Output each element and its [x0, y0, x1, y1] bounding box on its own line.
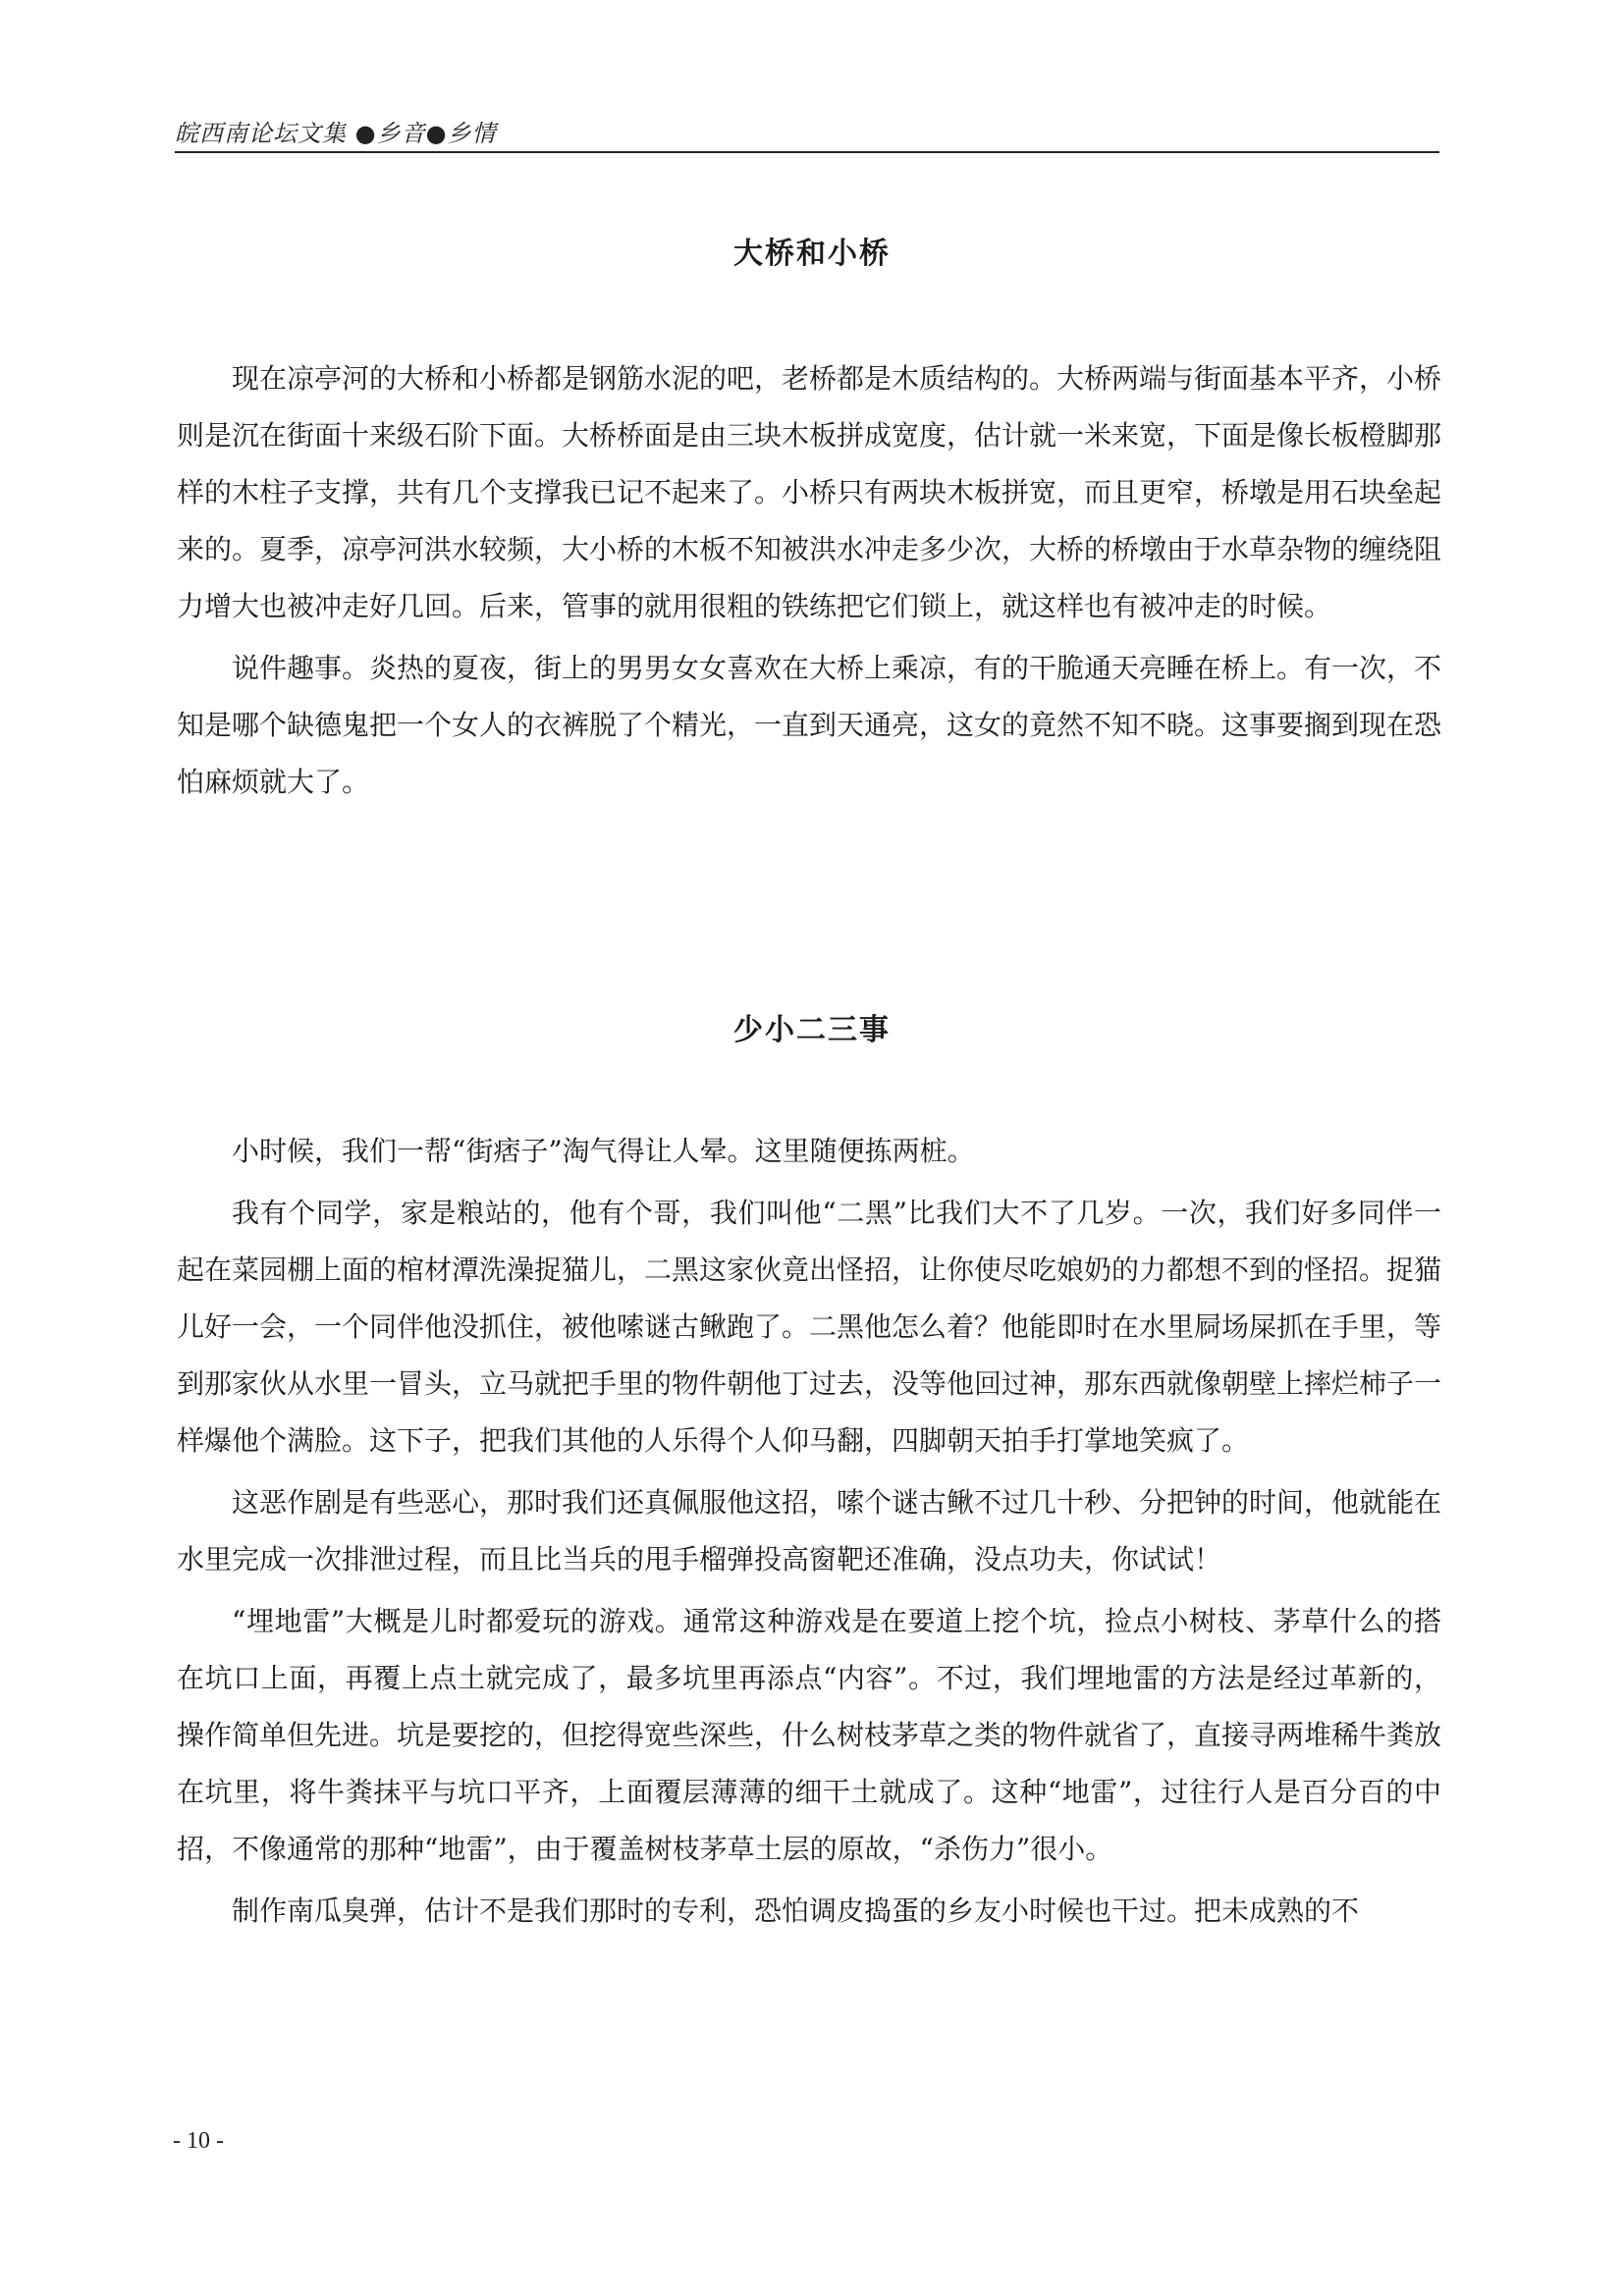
running-header: 皖西南论坛文集 ●乡音●乡情 [175, 120, 497, 147]
article-body-bridges [177, 350, 1441, 816]
paragraph: 现在凉亭河的大桥和小桥都是钢筋水泥的吧，老桥都是木质结构的。大桥两端与街面基本平齐，小桥则是沉在街面十来级石阶下面。大桥桥面是由三块木板拼成宽度，估计就一米来宽，下面是像长板橙脚那样的木柱子支撑，共有几个支撑我已记不起来了。小桥只有两块木板拼宽，而且更窄，桥墩是用石块垒起来的。夏季，凉亭河洪水较频，大小桥的木板不知被洪水冲走多少次，大桥的桥墩由于水草杂物的缠绕阻力增大也被冲走好几回。后来，管事的就用很粗的铁练把它们锁上，就这样也有被冲走的时候。 [177, 362, 1442, 622]
page-number: - 10 - [173, 2128, 224, 2154]
paragraph: 我有个同学，家是粮站的，他有个哥，我们叫他“二黑”比我们大不了几岁。一次，我们好多同伴一起在菜园棚上面的棺材潭洗澡捉猫儿，二黑这家伙竟出怪招，让你使尽吃娘奶的力都想不到的怪招。捉猫儿好一会，一个同伴他没抓住，被他嗦谜古鳅跑了。二黑他怎么着？他能即时在水里屙场屎抓在手里，等到那家伙从水里一冒头，立马就把手里的物件朝他丁过去，没等他回过神，那东西就像朝壁上摔烂柿子一样爆他个满脸。这下子，把我们其他的人乐得个人仰马翻，四脚朝天拍手打掌地笑疯了。 [177, 1197, 1442, 1457]
paragraph: 这恶作剧是有些恶心，那时我们还真佩服他这招，嗦个谜古鳅不过几十秒、分把钟的时间，他就能在水里完成一次排泄过程，而且比当兵的甩手榴弹投高窗靶还准确，没点功夫，你试试！ [177, 1486, 1442, 1575]
header-divider [175, 151, 1439, 153]
paragraph: “埋地雷”大概是儿时都爱玩的游戏。通常这种游戏是在要道上挖个坑，捡点小树枝、茅草什么的搭在坑口上面，再覆上点土就完成了，最多坑里再添点“内容”。不过，我们埋地雷的方法是经过革新的，操作简单但先进。坑是要挖的，但挖得宽些深些，什么树枝茅草之类的物件就省了，直接寻两堆稀牛粪放在坑里，将牛粪抹平与坑口平齐，上面覆层薄薄的细干土就成了。这种“地雷”，过往行人是百分百的中招，不像通常的那种“地雷”，由于覆盖树枝茅草土层的原故，“杀伤力”很小。 [177, 1605, 1442, 1865]
paragraph: 小时候，我们一帮“街痞子”淘气得让人晕。这里随便拣两桩。 [232, 1135, 975, 1167]
paragraph: 制作南瓜臭弹，估计不是我们那时的专利，恐怕调皮捣蛋的乡友小时候也干过。把未成熟的不 [232, 1895, 1360, 1927]
article-title-childhood: 少小二三事 [733, 1013, 891, 1047]
article-body-childhood [177, 1123, 1441, 1945]
article-title-bridges: 大桥和小桥 [733, 237, 891, 271]
paragraph: 说件趣事。炎热的夏夜，街上的男男女女喜欢在大桥上乘凉，有的干脆通天亮睡在桥上。有一次，不知是哪个缺德鬼把一个女人的衣裤脱了个精光，一直到天通亮，这女的竟然不知不晓。这事要搁到现在恐怕麻烦就大了。 [177, 652, 1442, 798]
